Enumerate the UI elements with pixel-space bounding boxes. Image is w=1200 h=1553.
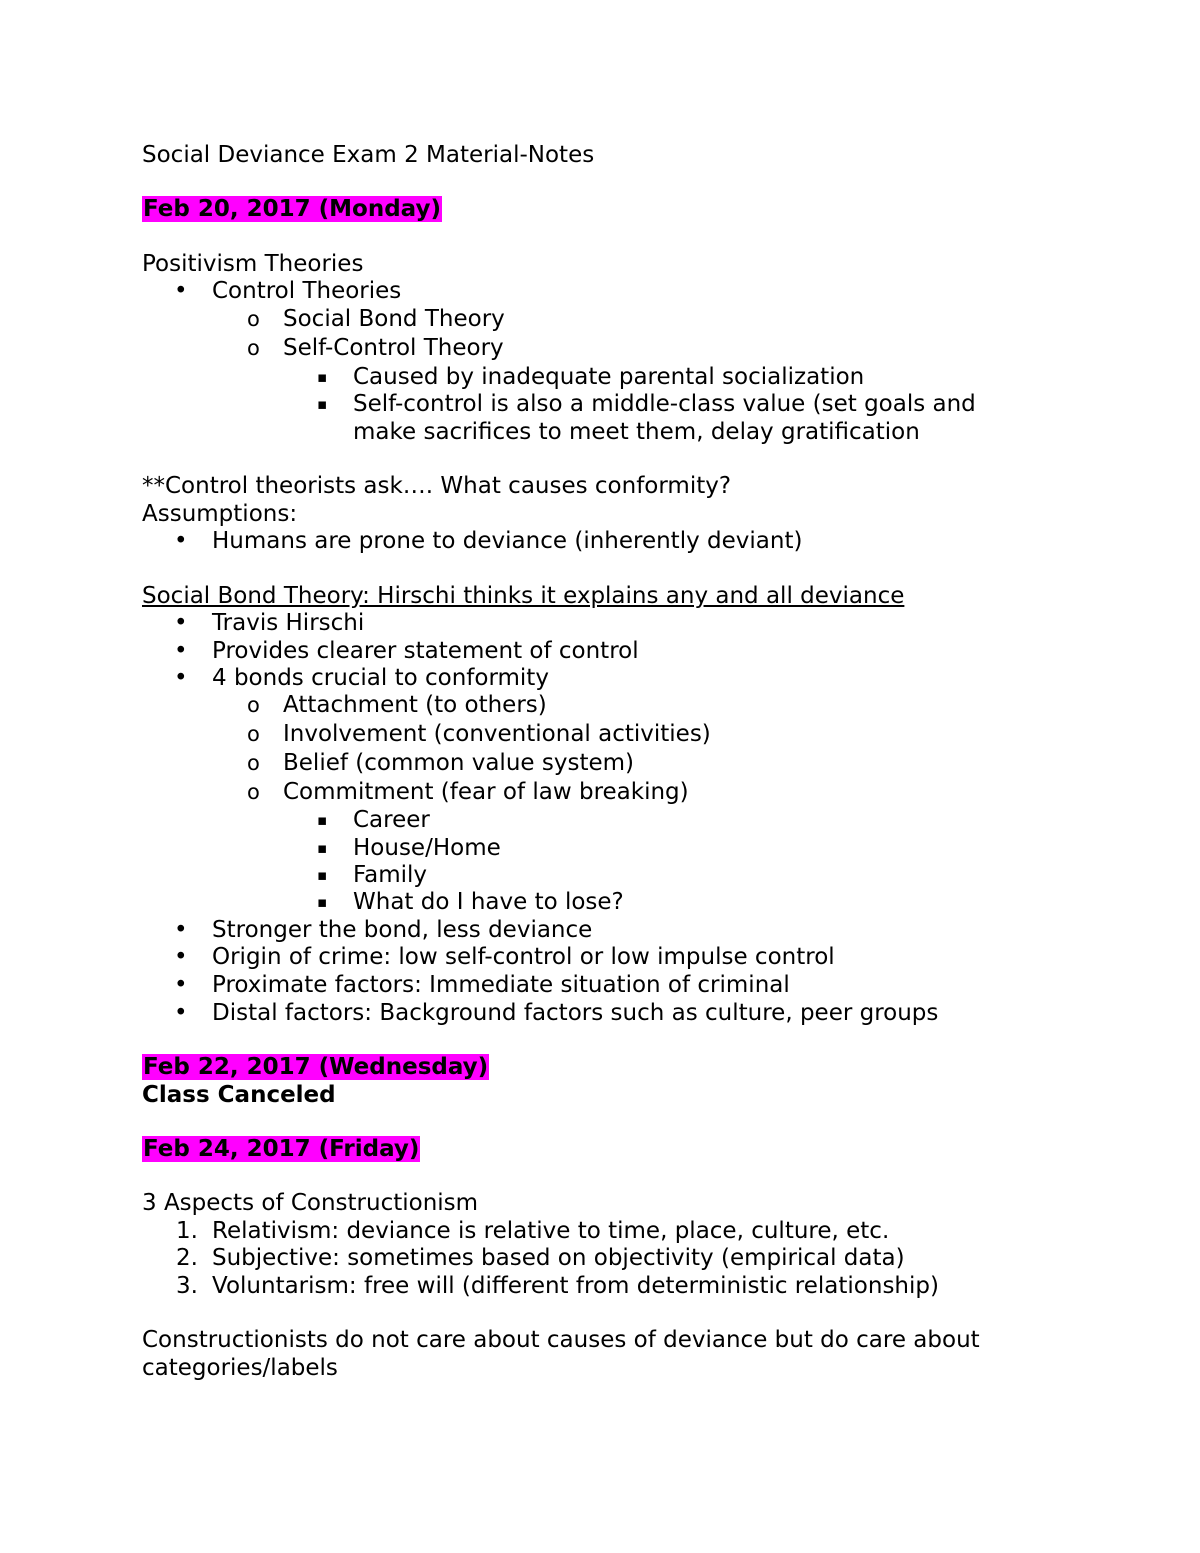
list-item: Involvement (conventional activities) bbox=[283, 721, 711, 747]
list-item: Travis Hirschi bbox=[212, 610, 365, 636]
underlined-heading: Social Bond Theory: Hirschi thinks it explains any and all deviance bbox=[142, 583, 905, 609]
bullet-square: ▪ bbox=[317, 839, 328, 857]
bullet-circle: o bbox=[247, 307, 260, 331]
list-item: What do I have to lose? bbox=[353, 889, 624, 915]
paragraph: Constructionists do not care about causes of deviance but do care about bbox=[142, 1327, 980, 1353]
document-title: Social Deviance Exam 2 Material-Notes bbox=[142, 142, 595, 168]
date-highlight: Feb 20, 2017 (Monday) bbox=[143, 196, 441, 222]
list-item: Family bbox=[353, 862, 428, 888]
bullet-disc: • bbox=[174, 1000, 188, 1026]
list-item: Provides clearer statement of control bbox=[212, 638, 639, 664]
section-heading: 3 Aspects of Constructionism bbox=[142, 1190, 479, 1216]
bullet-square: ▪ bbox=[317, 866, 328, 884]
list-item-continuation: make sacrifices to meet them, delay gratification bbox=[353, 419, 920, 445]
date-heading-feb24 bbox=[142, 1135, 420, 1163]
list-item: 4 bonds crucial to conformity bbox=[212, 665, 549, 691]
bullet-disc: • bbox=[174, 944, 188, 970]
paragraph: **Control theorists ask…. What causes conformity? bbox=[142, 473, 732, 499]
date-highlight: Feb 22, 2017 (Wednesday) bbox=[143, 1054, 489, 1080]
bullet-circle: o bbox=[247, 751, 260, 775]
list-number: 2. bbox=[176, 1245, 198, 1271]
section-heading: Positivism Theories bbox=[142, 251, 364, 277]
paragraph: Assumptions: bbox=[142, 501, 298, 527]
bullet-square: ▪ bbox=[317, 368, 328, 386]
list-item: Caused by inadequate parental socialization bbox=[353, 364, 865, 390]
list-item: Self-Control Theory bbox=[283, 335, 504, 361]
list-item: Self-control is also a middle-class value (set goals and bbox=[353, 391, 976, 417]
numbered-item: Subjective: sometimes based on objectivity (empirical data) bbox=[212, 1245, 905, 1271]
list-item: Belief (common value system) bbox=[283, 750, 634, 776]
list-item: Distal factors: Background factors such as culture, peer groups bbox=[212, 1000, 939, 1026]
bullet-disc: • bbox=[174, 665, 188, 691]
list-item: Career bbox=[353, 807, 430, 833]
paragraph: categories/labels bbox=[142, 1355, 338, 1381]
list-item: Attachment (to others) bbox=[283, 692, 547, 718]
date-heading-feb22 bbox=[142, 1053, 489, 1081]
list-item: House/Home bbox=[353, 835, 501, 861]
bullet-square: ▪ bbox=[317, 395, 328, 413]
bullet-disc: • bbox=[174, 972, 188, 998]
class-canceled-note: Class Canceled bbox=[142, 1082, 336, 1108]
bullet-square: ▪ bbox=[317, 811, 328, 829]
bullet-disc: • bbox=[174, 278, 188, 304]
bullet-circle: o bbox=[247, 336, 260, 360]
date-heading-feb20 bbox=[142, 195, 442, 223]
numbered-item: Relativism: deviance is relative to time, place, culture, etc. bbox=[212, 1218, 890, 1244]
list-item: Commitment (fear of law breaking) bbox=[283, 779, 689, 805]
bullet-disc: • bbox=[174, 528, 188, 554]
list-item: Origin of crime: low self-control or low impulse control bbox=[212, 944, 835, 970]
bullet-disc: • bbox=[174, 917, 188, 943]
bullet-disc: • bbox=[174, 610, 188, 636]
list-item: Proximate factors: Immediate situation of criminal bbox=[212, 972, 790, 998]
list-item: Humans are prone to deviance (inherently deviant) bbox=[212, 528, 803, 554]
bullet-square: ▪ bbox=[317, 893, 328, 911]
list-item: Stronger the bond, less deviance bbox=[212, 917, 593, 943]
numbered-item: Voluntarism: free will (different from deterministic relationship) bbox=[212, 1273, 939, 1299]
bullet-circle: o bbox=[247, 780, 260, 804]
list-item: Control Theories bbox=[212, 278, 402, 304]
list-item: Social Bond Theory bbox=[283, 306, 505, 332]
date-highlight: Feb 24, 2017 (Friday) bbox=[143, 1136, 420, 1162]
list-number: 3. bbox=[176, 1273, 198, 1299]
bullet-circle: o bbox=[247, 722, 260, 746]
list-number: 1. bbox=[176, 1218, 198, 1244]
bullet-circle: o bbox=[247, 693, 260, 717]
bullet-disc: • bbox=[174, 638, 188, 664]
